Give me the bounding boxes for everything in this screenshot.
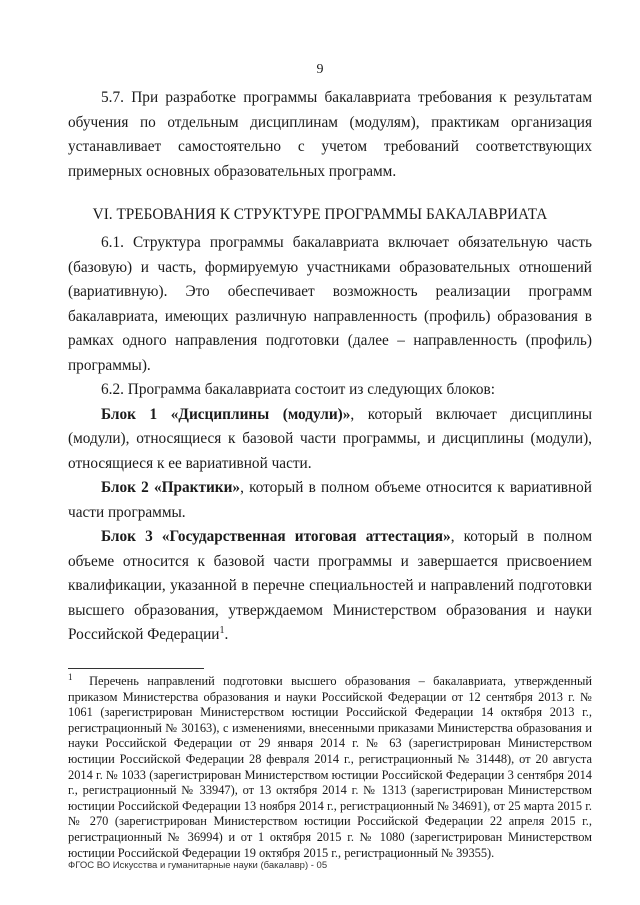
page-footer: ФГОС ВО Искусства и гуманитарные науки (бакалавр) - 05 [68, 860, 328, 871]
block-2-title: Блок 2 «Практики» [101, 479, 241, 496]
paragraph-6-1: 6.1. Структура программы бакалавриата включает обязательную часть (базовую) и часть, формируемую участниками образовательных отношений (вариативную). Это обеспечивает возможность реализации программ бакалавриата, имеющих различную направленность (профиль) образования в рамках одного направления подготовки (далее – направленность (профиль) программы). [68, 234, 592, 374]
footnote-separator [68, 668, 204, 669]
section-body [68, 231, 592, 648]
footnote-reference[interactable]: 1 [219, 624, 225, 636]
paragraph-text: 5.7. При разработке программы бакалавриата требования к результатам обучения по отдельным дисциплинам (модулям), практикам организация устанавливает самостоятельно с учетом требований соответствующих примерных основных образовательных программ. [68, 89, 592, 180]
block-2-paragraph [68, 476, 592, 525]
paragraph-5-7 [68, 86, 592, 184]
section-heading: VI. ТРЕБОВАНИЯ К СТРУКТУРЕ ПРОГРАММЫ БАКАЛАВРИАТА [92, 206, 548, 223]
footnote-text: Перечень направлений подготовки высшего образования – бакалавриата, утвержденный приказом Министерства образования и науки Российской Федерации от 12 сентября 2013 г. № 1061 (зарегистрирован Министерством юстиции Российской Федерации 14 октября 2013 г., регистрационный № 30163), с изменениями, внесенными приказами Министерства образования и науки Российской Федерации от 29 января 2014 г. № 63 (зарегистрирован Министерством юстиции Российской Федерации 28 февраля 2014 г., регистрационный № 31448), от 20 августа 2014 г. № 1033 (зарегистрирован Министерством юстиции Российской Федерации 3 сентября 2014 г., регистрационный № 33947), от 13 октября 2014 г. № 1313 (зарегистрирован Министерством юстиции Российской Федерации 13 ноября 2014 г., регистрационный № 34691), от 25 марта 2015 г. № 270 (зарегистрирован Министерством юстиции Российской Федерации 22 апреля 2015 г., регистрационный № 36994) и от 1 октября 2015 г. № 1080 (зарегистрирован Министерством юстиции Российской Федерации 19 октября 2015 г., регистрационный № 39355). [68, 674, 592, 860]
block-3-title: Блок 3 «Государственная итоговая аттестация» [101, 528, 451, 545]
block-3-paragraph [68, 525, 592, 648]
block-2-text: , который в полном объеме относится к вариативной части программы. [68, 479, 592, 521]
block-1-title: Блок 1 «Дисциплины (модули)» [101, 405, 351, 423]
block-1-paragraph [68, 403, 592, 477]
page-number: 9 [316, 62, 324, 77]
block-3-end: . [224, 626, 229, 643]
footnote-mark: 1 [68, 671, 73, 682]
paragraph-6-2: 6.2. Программа бакалавриата состоит из следующих блоков: [101, 381, 496, 398]
block-3-text: , который в полном объеме относится к базовой части программы и завершается присвоением квалификации, указанной в перечне специальностей и направлений подготовки высшего образования, утверждаемом Министерством образования и науки Российской Федерации [68, 528, 593, 643]
block-1-text: , который включает дисциплины (модули), относящиеся к базовой части программы, и дисциплины (модули), относящиеся к ее вариативной части. [68, 405, 592, 472]
footnote [68, 671, 592, 861]
